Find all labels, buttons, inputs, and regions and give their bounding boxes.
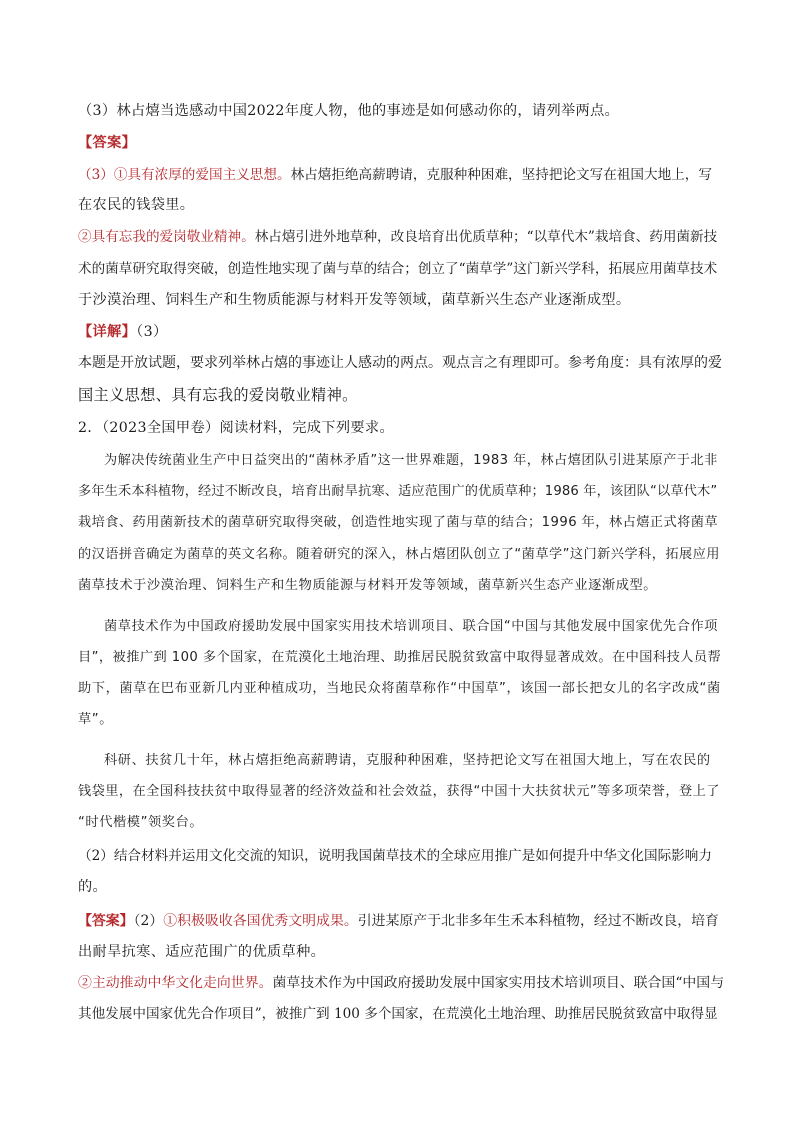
q2-answer-1-cont: 出耐旱抗寒、适应范围广的优质草种。 xyxy=(78,944,326,960)
material-line: 草”。 xyxy=(78,712,114,727)
q2-answer-1-point: ①积极吸收各国优秀文明成果。 xyxy=(163,913,358,929)
q2-subquestion-line1: （2）结合材料并运用文化交流的知识，说明我国菌草技术的全球应用推广是如何提升中华文化国际影响力 xyxy=(78,848,712,864)
q3-answer-2-point: ②具有忘我的爱岗敬业精神。 xyxy=(78,229,255,245)
q2-header: 2．（2023全国甲卷）阅读材料，完成下列要求。 xyxy=(78,420,394,436)
q3-answer-tag: 【答案】 xyxy=(78,135,137,151)
material-line: 科研、扶贫几十年，林占熺拒绝高薪聘请，克服种种困难，坚持把论文写在祖国大地上，写在农民的 xyxy=(104,753,711,768)
q3-answer-2-text: 林占熺引进外地草种，改良培育出优质草种；“以草代木”栽培食、药用菌新技 xyxy=(254,229,718,245)
q3-answer-1-cont: 在农民的钱袋里。 xyxy=(78,197,195,213)
q3-answer-1-point: （3）①具有浓厚的爱国主义思想。 xyxy=(78,167,291,183)
material-line: 助下，菌草在巴布亚新几内亚种植成功，当地民众将菌草称作“中国草”，该国一部长把女儿的名字改成“菌 xyxy=(78,681,721,696)
q3-answer-2-cont1: 术的菌草研究取得突破，创造性地实现了菌与草的结合；创立了“菌草学”这门新兴学科，拓展应用菌草技术 xyxy=(78,261,718,277)
material-line: 多年生禾本科植物，经过不断改良，培育出耐旱抗寒、适应范围广的优质草种；1986 年，该团队“以草代木” xyxy=(78,484,718,499)
q3-detail-line1: 本题是开放试题，要求列举林占熺的事迹让人感动的两点。观点言之有理即可。参考角度：具有浓厚的爱 xyxy=(78,355,722,371)
q3-answer-1 xyxy=(78,165,712,185)
q2-answer-2 xyxy=(78,973,724,993)
q3-detail xyxy=(78,322,168,342)
q3-answer-2-cont2: 于沙漠治理、饲料生产和生物质能源与材料开发等领域，菌草新兴生态产业逐渐成型。 xyxy=(78,292,631,308)
material-line: 目”，被推广到 100 多个国家，在荒漠化土地治理、助推居民脱贫致富中取得显著成效。在中国科技人员帮 xyxy=(78,650,722,665)
material-line: 菌草技术于沙漠治理、饲料生产和生物质能源与材料开发等领域，菌草新兴生态产业逐渐成型。 xyxy=(78,578,658,593)
q2-answer-2-cont: 其他发展中国家优先合作项目”，被推广到 100 多个国家，在荒漠化土地治理、助推居民脱贫致富中取得显 xyxy=(78,1006,718,1022)
q3-detail-tag: 【详解】 xyxy=(78,324,137,340)
material-line: 菌草技术作为中国政府援助发展中国家实用技术培训项目、联合国“中国与其他发展中国家优先合作项 xyxy=(104,619,719,634)
q3-detail-num: （3） xyxy=(136,324,168,340)
q2-answer-2-text: 菌草技术作为中国政府援助发展中国家实用技术培训项目、联合国“中国与 xyxy=(272,975,725,991)
q2-answer-1 xyxy=(78,911,719,931)
q2-answer-2-point: ②主动推动中华文化走向世界。 xyxy=(78,975,273,991)
material-line: “时代楷模”领奖台。 xyxy=(78,815,204,830)
q2-answer-num: （2） xyxy=(133,913,164,929)
material-line: 的汉语拼音确定为菌草的英文名称。随着研究的深入，林占熺团队创立了“菌草学”这门新兴学科，拓展应用 xyxy=(78,547,720,562)
q2-answer-1-text: 引进某原产于北非多年生禾本科植物，经过不断改良，培育 xyxy=(357,913,719,929)
q3-answer-1-text: 林占熺拒绝高薪聘请，克服种种困难，坚持把论文写在祖国大地上，写 xyxy=(290,167,712,183)
q3-answer-2 xyxy=(78,227,717,247)
q2-answer-tag: 【答案】 xyxy=(78,913,134,929)
material-line: 栽培食、药用菌新技术的菌草研究取得突破，创造性地实现了菌与草的结合；1996 年，林占熺正式将菌草 xyxy=(78,515,719,530)
q2-subquestion-line2: 的。 xyxy=(78,879,108,895)
q3-question: （3）林占熺当选感动中国2022年度人物，他的事迹是如何感动你的，请列举两点。 xyxy=(78,103,620,119)
q3-detail-line2: 国主义思想、具有忘我的爱岗敬业精神。 xyxy=(78,386,358,404)
material-line: 钱袋里，在全国科技扶贫中取得显著的经济效益和社会效益，获得“中国十大扶贫状元”等多项荣誉，登上了 xyxy=(78,784,720,799)
material-line: 为解决传统菌业生产中日益突出的“菌林矛盾”这一世界难题，1983 年，林占熺团队引进某原产于北非 xyxy=(104,453,718,468)
